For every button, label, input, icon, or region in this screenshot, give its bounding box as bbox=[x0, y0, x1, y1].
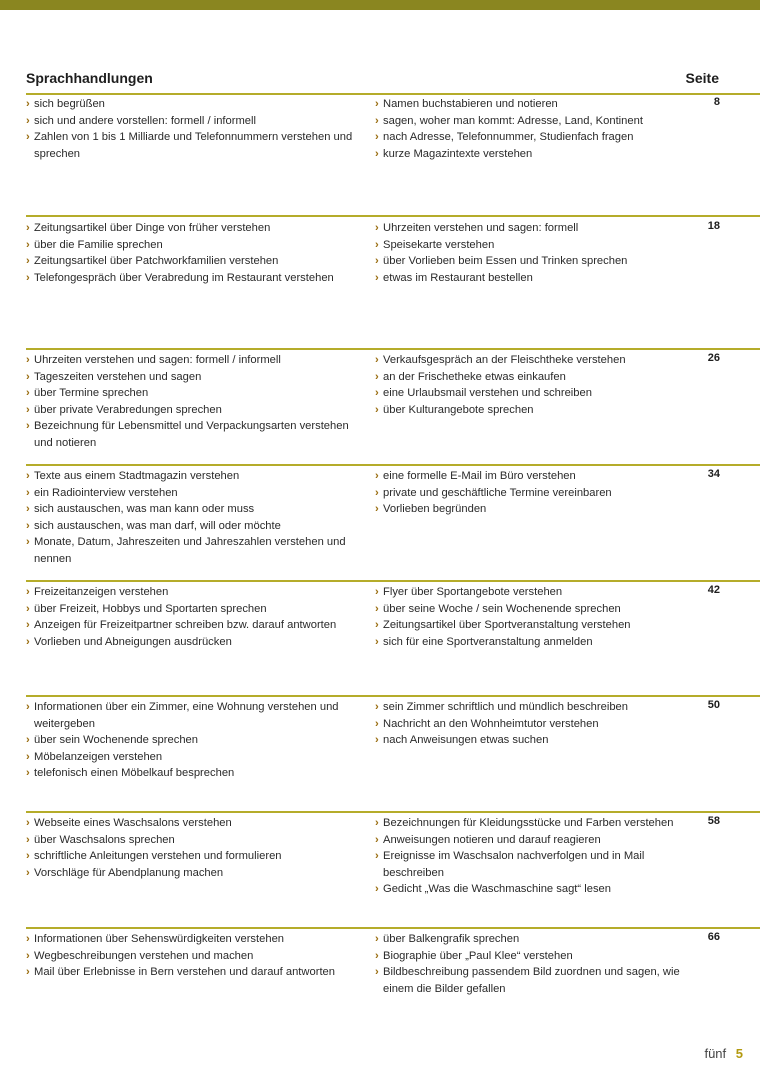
list-item: › über Freizeit, Hobbys und Sportarten sprechen bbox=[26, 601, 356, 618]
list-item: › über private Verabredungen sprechen bbox=[26, 402, 356, 419]
top-color-bar bbox=[0, 0, 760, 10]
list-item: › Vorlieben begründen bbox=[375, 501, 685, 518]
skills-list-left bbox=[26, 468, 356, 567]
list-item: › Zeitungsartikel über Sportveranstaltung verstehen bbox=[375, 617, 685, 634]
list-item: › Wegbeschreibungen verstehen und machen bbox=[26, 948, 356, 965]
list-item: › Biographie über „Paul Klee“ verstehen bbox=[375, 948, 685, 965]
skills-list-right bbox=[375, 468, 685, 518]
page-footer bbox=[704, 1046, 743, 1061]
list-item: › Nachricht an den Wohnheimtutor verstehen bbox=[375, 716, 685, 733]
list-item: › private und geschäftliche Termine vereinbaren bbox=[375, 485, 685, 502]
list-item: › sich austauschen, was man darf, will oder möchte bbox=[26, 518, 356, 535]
column-title-seite: Seite bbox=[685, 70, 719, 86]
skills-list-left bbox=[26, 815, 356, 881]
list-item: › Zahlen von 1 bis 1 Milliarde und Telefonnummern verstehen und sprechen bbox=[26, 129, 356, 162]
list-item: › kurze Magazintexte verstehen bbox=[375, 146, 685, 163]
section-divider bbox=[26, 695, 760, 697]
list-item: › Informationen über ein Zimmer, eine Wohnung verstehen und weitergeben bbox=[26, 699, 356, 732]
section-divider bbox=[26, 927, 760, 929]
list-item: › Vorlieben und Abneigungen ausdrücken bbox=[26, 634, 356, 651]
skills-list-left bbox=[26, 96, 356, 162]
skills-list-left bbox=[26, 584, 356, 650]
list-item: › nach Adresse, Telefonnummer, Studienfach fragen bbox=[375, 129, 685, 146]
footer-page-number: 5 bbox=[735, 1046, 743, 1061]
skills-list-left bbox=[26, 220, 356, 286]
table-header bbox=[26, 70, 719, 92]
page-number: 58 bbox=[707, 815, 720, 827]
list-item: › Freizeitanzeigen verstehen bbox=[26, 584, 356, 601]
list-item: › Webseite eines Waschsalons verstehen bbox=[26, 815, 356, 832]
list-item: › Bildbeschreibung passendem Bild zuordnen und sagen, wie einem die Bilder gefallen bbox=[375, 964, 685, 997]
page-number: 26 bbox=[707, 352, 720, 364]
list-item: › Monate, Datum, Jahreszeiten und Jahreszahlen verstehen und nennen bbox=[26, 534, 356, 567]
list-item: › über sein Wochenende sprechen bbox=[26, 732, 356, 749]
list-item: › Zeitungsartikel über Dinge von früher verstehen bbox=[26, 220, 356, 237]
skills-list-right bbox=[375, 931, 685, 997]
list-item: › über Termine sprechen bbox=[26, 385, 356, 402]
skills-list-right bbox=[375, 699, 685, 749]
list-item: › sein Zimmer schriftlich und mündlich beschreiben bbox=[375, 699, 685, 716]
list-item: › ein Radiointerview verstehen bbox=[26, 485, 356, 502]
list-item: › Zeitungsartikel über Patchworkfamilien verstehen bbox=[26, 253, 356, 270]
list-item: › über Waschsalons sprechen bbox=[26, 832, 356, 849]
list-item: › Flyer über Sportangebote verstehen bbox=[375, 584, 685, 601]
list-item: › sich für eine Sportveranstaltung anmelden bbox=[375, 634, 685, 651]
list-item: › eine Urlaubsmail verstehen und schreiben bbox=[375, 385, 685, 402]
list-item: › Ereignisse im Waschsalon nachverfolgen und in Mail beschreiben bbox=[375, 848, 685, 881]
list-item: › an der Frischetheke etwas einkaufen bbox=[375, 369, 685, 386]
list-item: › Bezeichnung für Lebensmittel und Verpackungsarten verstehen und notieren bbox=[26, 418, 356, 451]
header-divider bbox=[26, 93, 760, 95]
skills-list-right bbox=[375, 352, 685, 418]
section-divider bbox=[26, 580, 760, 582]
list-item: › sich austauschen, was man kann oder muss bbox=[26, 501, 356, 518]
skills-list-right bbox=[375, 815, 685, 898]
skills-list-right bbox=[375, 584, 685, 650]
page-number: 42 bbox=[707, 584, 720, 596]
section-divider bbox=[26, 348, 760, 350]
list-item: › Uhrzeiten verstehen und sagen: formell bbox=[375, 220, 685, 237]
footer-page-word: fünf bbox=[704, 1046, 727, 1061]
list-item: › Vorschläge für Abendplanung machen bbox=[26, 865, 356, 882]
list-item: › Texte aus einem Stadtmagazin verstehen bbox=[26, 468, 356, 485]
skills-list-right bbox=[375, 96, 685, 162]
section-divider bbox=[26, 215, 760, 217]
list-item: › Telefongespräch über Verabredung im Restaurant verstehen bbox=[26, 270, 356, 287]
section-divider bbox=[26, 811, 760, 813]
list-item: › nach Anweisungen etwas suchen bbox=[375, 732, 685, 749]
list-item: › Tageszeiten verstehen und sagen bbox=[26, 369, 356, 386]
list-item: › Bezeichnungen für Kleidungsstücke und Farben verstehen bbox=[375, 815, 685, 832]
list-item: › sich und andere vorstellen: formell / informell bbox=[26, 113, 356, 130]
page-number: 34 bbox=[707, 468, 720, 480]
list-item: › sagen, woher man kommt: Adresse, Land, Kontinent bbox=[375, 113, 685, 130]
section-divider bbox=[26, 464, 760, 466]
list-item: › Anzeigen für Freizeitpartner schreiben bzw. darauf antworten bbox=[26, 617, 356, 634]
list-item: › schriftliche Anleitungen verstehen und formulieren bbox=[26, 848, 356, 865]
list-item: › über Vorlieben beim Essen und Trinken sprechen bbox=[375, 253, 685, 270]
list-item: › Speisekarte verstehen bbox=[375, 237, 685, 254]
list-item: › telefonisch einen Möbelkauf besprechen bbox=[26, 765, 356, 782]
page-number: 50 bbox=[707, 699, 720, 711]
skills-list-right bbox=[375, 220, 685, 286]
list-item: › über die Familie sprechen bbox=[26, 237, 356, 254]
list-item: › über Balkengrafik sprechen bbox=[375, 931, 685, 948]
skills-list-left bbox=[26, 352, 356, 451]
skills-list-left bbox=[26, 931, 356, 981]
list-item: › Gedicht „Was die Waschmaschine sagt“ lesen bbox=[375, 881, 685, 898]
column-title-sprachhandlungen: Sprachhandlungen bbox=[26, 70, 153, 86]
list-item: › Uhrzeiten verstehen und sagen: formell / informell bbox=[26, 352, 356, 369]
list-item: › Mail über Erlebnisse in Bern verstehen und darauf antworten bbox=[26, 964, 356, 981]
list-item: › Möbelanzeigen verstehen bbox=[26, 749, 356, 766]
list-item: › über Kulturangebote sprechen bbox=[375, 402, 685, 419]
list-item: › Anweisungen notieren und darauf reagieren bbox=[375, 832, 685, 849]
list-item: › sich begrüßen bbox=[26, 96, 356, 113]
list-item: › Informationen über Sehenswürdigkeiten verstehen bbox=[26, 931, 356, 948]
list-item: › eine formelle E-Mail im Büro verstehen bbox=[375, 468, 685, 485]
list-item: › etwas im Restaurant bestellen bbox=[375, 270, 685, 287]
page-number: 8 bbox=[713, 96, 720, 108]
skills-list-left bbox=[26, 699, 356, 782]
list-item: › über seine Woche / sein Wochenende sprechen bbox=[375, 601, 685, 618]
page-number: 18 bbox=[707, 220, 720, 232]
page-number: 66 bbox=[707, 931, 720, 943]
list-item: › Verkaufsgespräch an der Fleischtheke verstehen bbox=[375, 352, 685, 369]
list-item: › Namen buchstabieren und notieren bbox=[375, 96, 685, 113]
